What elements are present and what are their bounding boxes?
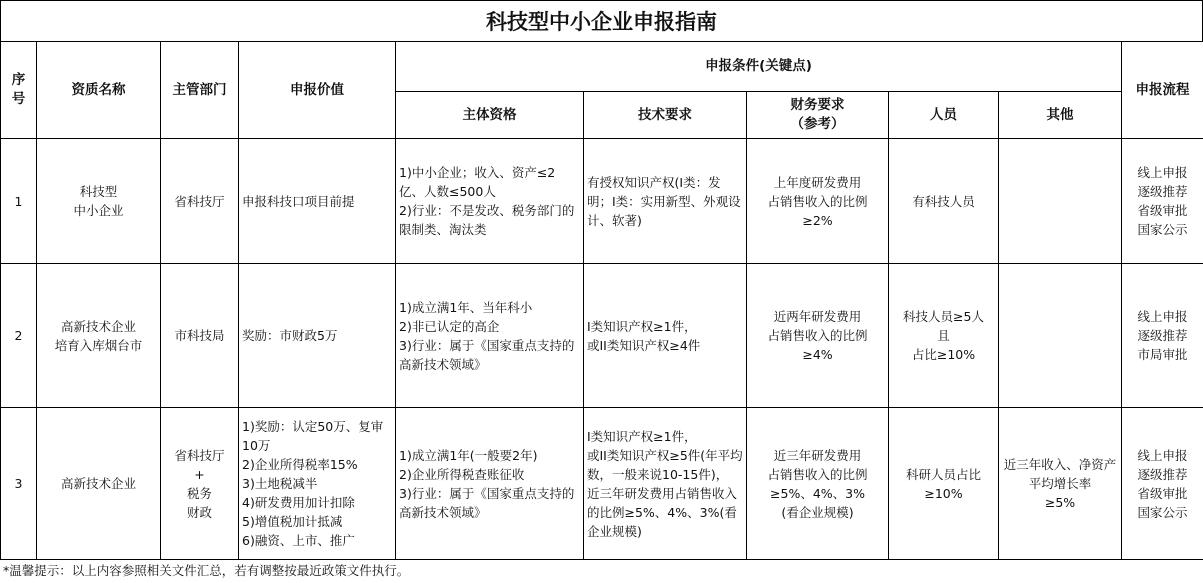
cell-process: 线上申报 逐级推荐 省级审批 国家公示 <box>1122 408 1203 560</box>
cell-subject: 1)成立满1年、当年科小 2)非已认定的高企 3)行业：属于《国家重点支持的高新技术领域》 <box>396 264 584 408</box>
cell-other <box>999 139 1122 264</box>
header-subject: 主体资格 <box>396 92 584 139</box>
cell-value: 奖励：市财政5万 <box>239 264 396 408</box>
cell-dept: 省科技厅 + 税务 财政 <box>161 408 239 560</box>
page-title: 科技型中小企业申报指南 <box>0 0 1203 42</box>
cell-staff: 科技人员≥5人 且 占比≥10% <box>889 264 999 408</box>
cell-no: 3 <box>1 408 37 560</box>
footnote: *温馨提示：以上内容参照相关文件汇总，若有调整按最近政策文件执行。 <box>3 563 410 578</box>
header-dept: 主管部门 <box>161 42 239 139</box>
cell-subject: 1)中小企业；收入、资产≤2亿、人数≤500人 2)行业：不是发改、税务部门的限制类、淘汰类 <box>396 139 584 264</box>
header-staff: 人员 <box>889 92 999 139</box>
cell-staff: 科研人员占比 ≥10% <box>889 408 999 560</box>
header-other: 其他 <box>999 92 1122 139</box>
table-row <box>1 408 1203 560</box>
cell-other <box>999 264 1122 408</box>
table-row <box>1 139 1203 264</box>
cell-staff: 有科技人员 <box>889 139 999 264</box>
cell-subject: 1)成立满1年(一般要2年) 2)企业所得税查账征收 3)行业：属于《国家重点支持的高新技术领域》 <box>396 408 584 560</box>
cell-value: 申报科技口项目前提 <box>239 139 396 264</box>
header-process: 申报流程 <box>1122 42 1203 139</box>
header-value: 申报价值 <box>239 42 396 139</box>
cell-tech: I类知识产权≥1件， 或II类知识产权≥5件(年平均数，一般来说10-15件)， 近三年研发费用占销售收入的比例≥5%、4%、3%(看企业规模) <box>584 408 747 560</box>
header-tech: 技术要求 <box>584 92 747 139</box>
cell-value: 1)奖励：认定50万、复审10万 2)企业所得税率15% 3)土地税减半 4)研发费用加计扣除 5)增值税加计抵减 6)融资、上市、推广 <box>239 408 396 560</box>
cell-other: 近三年收入、净资产平均增长率 ≥5% <box>999 408 1122 560</box>
guide-table <box>0 41 1203 560</box>
cell-finance: 上年度研发费用 占销售收入的比例 ≥2% <box>747 139 889 264</box>
cell-no: 2 <box>1 264 37 408</box>
cell-finance: 近两年研发费用 占销售收入的比例 ≥4% <box>747 264 889 408</box>
cell-dept: 市科技局 <box>161 264 239 408</box>
cell-tech: I类知识产权≥1件， 或II类知识产权≥4件 <box>584 264 747 408</box>
cell-process: 线上申报 逐级推荐 省级审批 国家公示 <box>1122 139 1203 264</box>
cell-process: 线上申报 逐级推荐 市局审批 <box>1122 264 1203 408</box>
cell-tech: 有授权知识产权(I类：发明；I类：实用新型、外观设计、软著) <box>584 139 747 264</box>
cell-no: 1 <box>1 139 37 264</box>
header-name: 资质名称 <box>37 42 161 139</box>
cell-dept: 省科技厅 <box>161 139 239 264</box>
cell-name: 科技型 中小企业 <box>37 139 161 264</box>
header-no: 序 号 <box>1 42 37 139</box>
header-finance: 财务要求 （参考） <box>747 92 889 139</box>
header-row-1 <box>1 42 1203 92</box>
table-row <box>1 264 1203 408</box>
header-conditions: 申报条件(关键点) <box>396 42 1122 92</box>
cell-name: 高新技术企业 <box>37 408 161 560</box>
cell-finance: 近三年研发费用 占销售收入的比例 ≥5%、4%、3% (看企业规模) <box>747 408 889 560</box>
cell-name: 高新技术企业 培育入库烟台市 <box>37 264 161 408</box>
